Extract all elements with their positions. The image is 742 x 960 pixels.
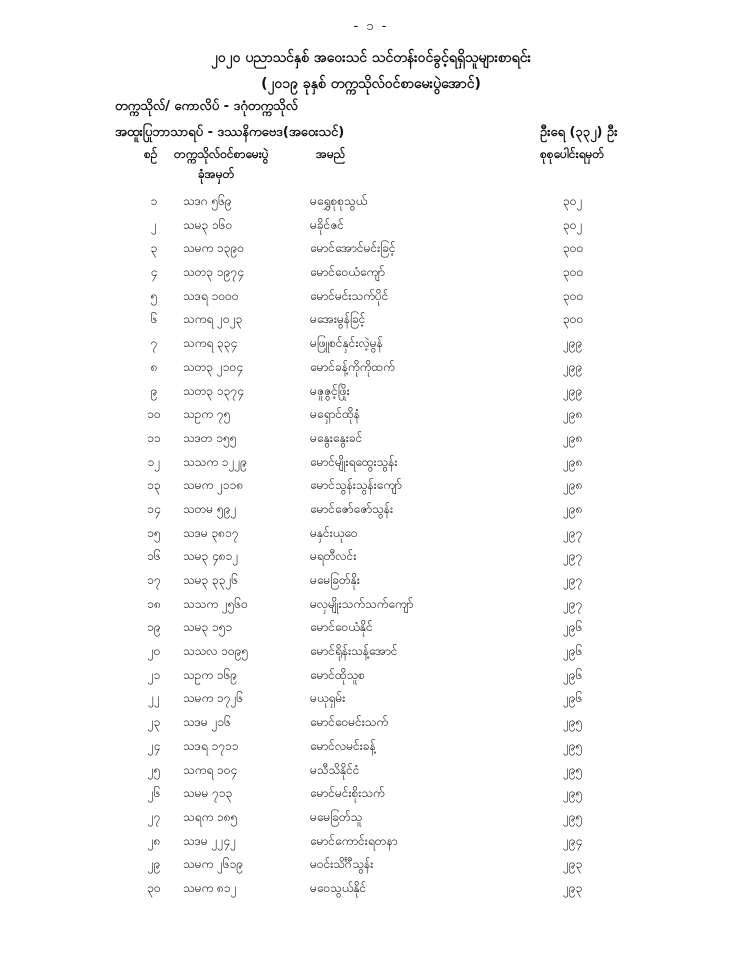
student-name: မောင်ဝေယံကျော် — [310, 265, 385, 280]
student-name: မသီသိနိုင်ငံ — [310, 762, 360, 777]
roll-number: သတ၃ ၁၉၇၄ — [183, 265, 244, 280]
roll-number: သဒမ ၂၁၆ — [183, 715, 231, 730]
table-row — [0, 806, 742, 830]
table-row — [0, 830, 742, 854]
row-number: ၆ — [150, 312, 158, 327]
table-row — [0, 403, 742, 427]
total-score: ၂၉၇ — [563, 549, 583, 564]
total-score: ၃၀၂ — [563, 217, 583, 232]
total-score: ၂၉၈ — [563, 407, 583, 422]
table-row — [0, 308, 742, 332]
roll-number: သဒမ ၂၂၄၂ — [183, 833, 236, 848]
roll-number: သသက ၁၂၂၉ — [183, 454, 248, 469]
student-name: မဖြူစင်နှင်းလဲ့မွန် — [310, 336, 383, 351]
row-number: ၁၅ — [147, 525, 161, 540]
major-line: အထူးပြုဘာသာရပ် - ဒဿနိကဗေဒ(အဝေးသင်) — [115, 125, 345, 140]
roll-number: သမက ၁၇၂၆ — [183, 691, 244, 706]
roll-number: သမ၃ ၃၃၂၆ — [183, 573, 239, 587]
table-row — [0, 285, 742, 309]
document-title: ၂၀၂၀ ပညာသင်နှစ် အဝေးသင် သင်တန်းဝင်ခွင့်ရရှိသူများစာရင်း — [210, 50, 532, 66]
roll-number: သမက ၂၁၁၈ — [183, 478, 244, 493]
row-number: ၇ — [150, 336, 158, 351]
table-row — [0, 545, 742, 569]
total-score: ၂၉၃ — [563, 857, 583, 872]
student-name: မောင်ဝေယံနိုင် — [310, 620, 373, 635]
table-row — [0, 237, 742, 261]
roll-number: သကရ ၃၃၄ — [183, 336, 238, 351]
table-row — [0, 664, 742, 688]
total-score: ၃၀၀ — [563, 312, 584, 327]
table-row — [0, 853, 742, 877]
roll-number: သမက ၈၁၂ — [183, 880, 237, 895]
roll-number: သမ၃ ၄၈၁၂ — [183, 549, 239, 564]
table-row — [0, 356, 742, 380]
total-score: ၂၉၅ — [563, 738, 583, 753]
table-row — [0, 190, 742, 214]
table-row — [0, 569, 742, 593]
row-number: ၂၅ — [147, 762, 161, 777]
row-number: ၂၄ — [147, 738, 161, 753]
student-name: မနွေးနွေးခင် — [310, 430, 363, 445]
roll-number: သမမ ၇၁၃ — [183, 786, 233, 801]
student-name: မခိုင်ဇင် — [310, 217, 345, 232]
row-number: ၁၇ — [147, 573, 161, 587]
total-score: ၂၉၃ — [563, 880, 583, 895]
total-score: ၃၀၂ — [563, 194, 583, 208]
table-row — [0, 877, 742, 901]
student-name: မဝင်းသိင်္ဂီသွန်း — [310, 857, 374, 872]
header-roll-number-line2: ခုံအမှတ် — [198, 167, 235, 181]
student-name: မောင်ခန့်ကိုကိုထက် — [310, 359, 395, 374]
student-name: မောင်အောင်မင်းခြင့် — [310, 241, 396, 256]
roll-number: သဒမ ၃၈၁၇ — [183, 525, 239, 540]
student-name: မဝေသွယ်နိုင် — [310, 880, 367, 895]
page-number: - ၁ - — [353, 19, 389, 34]
total-score: ၂၉၅ — [563, 762, 583, 777]
table-row — [0, 640, 742, 664]
table-row — [0, 616, 742, 640]
table-row — [0, 498, 742, 522]
row-number: ၂၂ — [148, 691, 160, 706]
total-score: ၂၉၈ — [563, 501, 583, 516]
student-name: မောင်လမင်းခန့် — [310, 738, 376, 753]
table-row — [0, 214, 742, 238]
student-name: မနှင်းယုဝေ — [310, 525, 358, 540]
roll-number: သဒဂ ၅၆၉ — [183, 194, 232, 208]
student-name: မမေခြတ်သူ — [310, 809, 363, 824]
roll-number: သဒရ ၁၀၀၀ — [183, 288, 239, 303]
header-no: စဉ် — [144, 147, 158, 161]
row-number: ၈ — [150, 359, 158, 374]
roll-number: သမ၃ ၁၆၀ — [183, 217, 233, 232]
roll-number: သမ၃ ၁၅၁ — [183, 620, 233, 635]
student-name: မရှောင်ထိုနံ — [310, 407, 360, 422]
table-row — [0, 711, 742, 735]
row-number: ၁၂ — [147, 454, 161, 469]
document-subtitle: (၂၀၁၉ ခုနှစ် တက္ကသိုလ်ဝင်စာမေးပွဲအောင်) — [261, 76, 481, 92]
student-name: မအေးမွန်ခြင့် — [310, 312, 366, 327]
roll-number: သသက ၂၅၆၀ — [183, 596, 248, 611]
table-row — [0, 474, 742, 498]
total-score: ၂၉၉ — [563, 383, 583, 398]
row-number: ၁၆ — [147, 549, 161, 564]
total-score: ၂၉၇ — [563, 596, 583, 611]
total-score: ၂၉၆ — [563, 620, 583, 635]
total-score: ၂၉၈ — [563, 478, 583, 493]
student-name: မောင်ကောင်းရတနာ — [310, 833, 398, 848]
total-score: ၂၉၈ — [563, 430, 583, 445]
total-score: ၂၉၅ — [563, 809, 583, 824]
row-number: ၂၀ — [147, 644, 161, 659]
roll-number: သတမ ၅၉၂ — [183, 501, 237, 516]
total-score: ၂၉၅ — [563, 786, 583, 801]
row-number: ၁၄ — [147, 501, 161, 516]
total-score: ၂၉၄ — [563, 833, 583, 848]
student-name: မယုရှမ်း — [310, 691, 346, 706]
table-row — [0, 735, 742, 759]
university-line: တက္ကသိုလ်/ ကောလိပ် - ဒဂုံတက္ကသိုလ် — [115, 99, 298, 114]
row-number: ၂ — [151, 217, 157, 232]
total-score: ၃၀၀ — [563, 241, 584, 256]
student-name: မောင်ဇော်ဇော်သွန်း — [310, 501, 393, 516]
table-row — [0, 782, 742, 806]
student-name: မောင်မျိုးရထွေးသွန်း — [310, 454, 398, 469]
roll-number: သတ၃ ၂၁၀၄ — [183, 359, 243, 374]
table-row — [0, 332, 742, 356]
total-score: ၂၉၉ — [563, 359, 583, 374]
row-number: ၅ — [150, 288, 158, 303]
total-score: ၃၀၀ — [563, 265, 584, 280]
table-row — [0, 451, 742, 475]
total-score: ၂၉၉ — [563, 336, 583, 351]
student-name: မောင်ရိုန်းသန့်အောင် — [310, 644, 398, 659]
row-number: ၁ — [150, 194, 158, 208]
table-row — [0, 261, 742, 285]
student-name: မရတီလင်း — [310, 549, 357, 564]
roll-number: သမက ၁၃၉၀ — [183, 241, 245, 256]
roll-number: သတ၃ ၁၃၇၄ — [183, 383, 244, 398]
roll-number: သကရ ၁၀၄ — [183, 762, 238, 777]
student-name: မောင်သွန်းသွန်းကျော် — [310, 478, 402, 493]
total-score: ၂၉၈ — [563, 454, 583, 469]
roll-number: သဥက ၇၅ — [183, 407, 231, 422]
student-name: မောင်မင်းသက်ပိုင် — [310, 288, 389, 303]
student-name: မလှမျိုးသက်သက်ကျော် — [310, 596, 414, 611]
row-number: ၁၃ — [147, 478, 161, 493]
roll-number: သသလ ၁၀၉၅ — [183, 644, 249, 659]
header-name: အမည် — [316, 147, 346, 161]
table-row — [0, 687, 742, 711]
row-number: ၉ — [150, 383, 158, 398]
row-number: ၂၃ — [147, 715, 161, 730]
table-row — [0, 593, 742, 617]
total-score: ၂၉၇ — [563, 573, 583, 587]
table-row — [0, 427, 742, 451]
total-score: ၂၉၆ — [563, 691, 583, 706]
student-name: မမေခြတ်နိုး — [310, 573, 360, 587]
row-number: ၁၈ — [147, 596, 161, 611]
row-number: ၂၁ — [147, 667, 161, 682]
roll-number: သမက ၂၆၁၉ — [183, 857, 244, 872]
quota-line: ဦးရေ (၃၃၂) ဦး — [540, 125, 618, 140]
total-score: ၃၀၀ — [563, 288, 584, 303]
roll-number: သရက ၁၈၅ — [183, 809, 238, 824]
total-score: ၂၉၇ — [563, 525, 583, 540]
row-number: ၃၀ — [147, 880, 161, 895]
row-number: ၁၁ — [147, 430, 161, 445]
student-name: မောင်ဝေမင်းသက် — [310, 715, 389, 730]
header-roll-number: တက္ကသိုလ်ဝင်စာမေးပွဲ — [174, 147, 269, 161]
student-name: မောင်ထိုသူစ — [310, 667, 365, 682]
row-number: ၄ — [150, 265, 158, 280]
row-number: ၃ — [150, 241, 158, 256]
total-score: ၂၉၆ — [563, 667, 583, 682]
roll-number: သဒတ ၁၅၅ — [183, 430, 237, 445]
total-score: ၂၉၆ — [563, 644, 583, 659]
row-number: ၂၈ — [147, 833, 161, 848]
row-number: ၂၇ — [147, 809, 161, 824]
table-row — [0, 522, 742, 546]
student-name: မောင်မင်းစိုးသက် — [310, 786, 385, 801]
row-number: ၁၀ — [147, 407, 161, 422]
row-number: ၂၆ — [147, 786, 161, 801]
row-number: ၁၉ — [147, 620, 161, 635]
row-number: ၂၉ — [147, 857, 161, 872]
roll-number: သဒရ ၁၇၁၁ — [183, 738, 239, 753]
table-row — [0, 380, 742, 404]
header-total-score: စုစုပေါင်းရမှတ် — [540, 147, 605, 161]
roll-number: သဥက ၁၆၉ — [183, 667, 238, 682]
table-row — [0, 759, 742, 783]
roll-number: သကရ ၂၀၂၃ — [183, 312, 243, 327]
total-score: ၂၉၅ — [563, 715, 583, 730]
student-name: မဇူဇွင့်ဖြိုး — [310, 383, 350, 398]
results-table — [0, 190, 742, 901]
student-name: မရွှေစုစုသွယ် — [310, 194, 368, 208]
